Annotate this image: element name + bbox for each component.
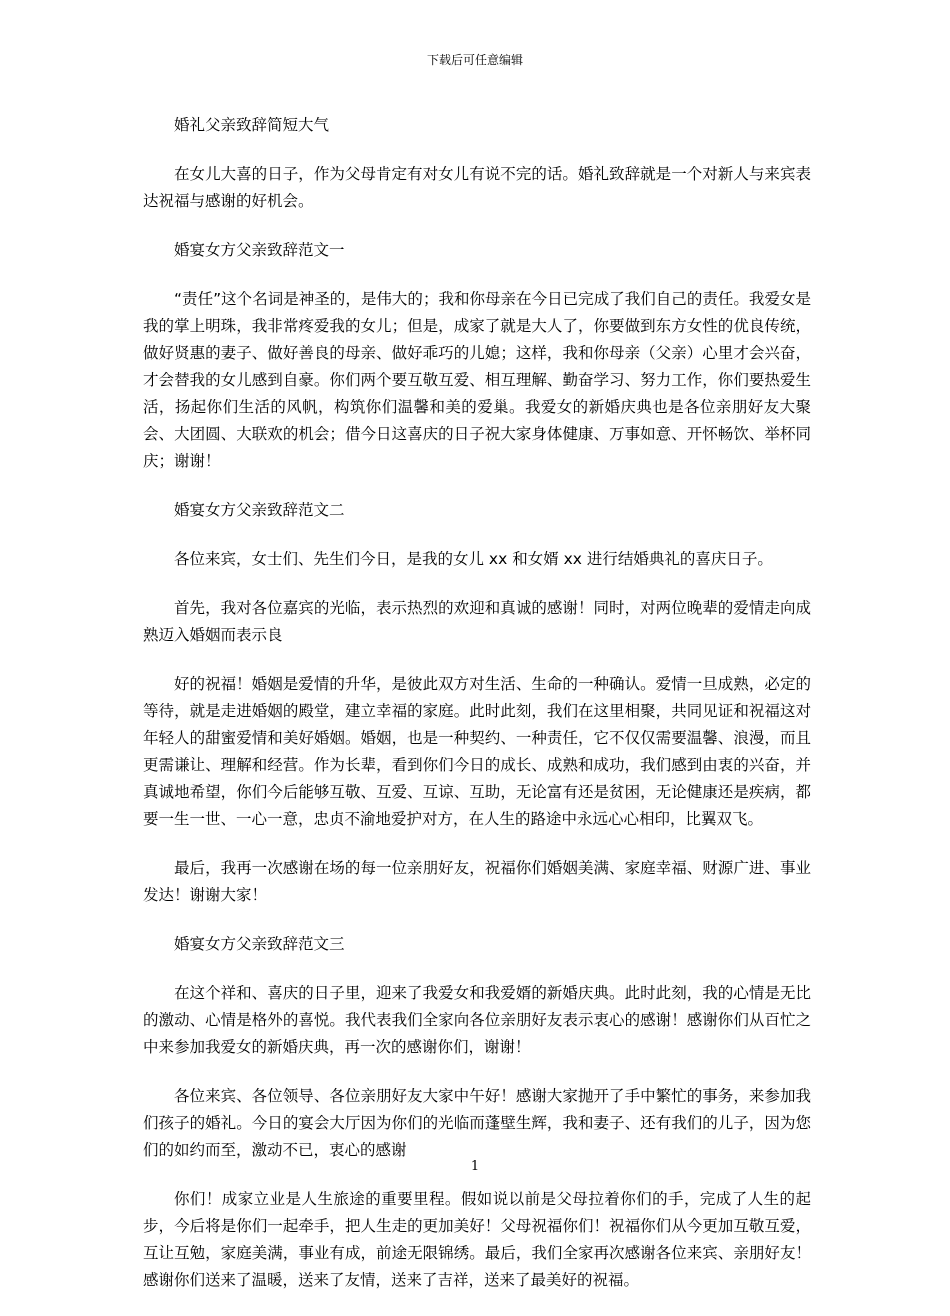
section-2-paragraph-4: 最后，我再一次感谢在场的每一位亲朋好友，祝福你们婚姻美满、家庭幸福、财源广进、事业发达！谢谢大家！ [143,859,811,904]
section-2-paragraph-1: 各位来宾，女士们、先生们今日，是我的女儿 xx 和女婿 xx 进行结婚典礼的喜庆日子。 [174,550,773,568]
section-2-paragraph-2: 首先，我对各位嘉宾的光临，表示热烈的欢迎和真诚的感谢！同时，对两位晚辈的爱情走向成熟迈入婚姻而表示良 [143,599,811,644]
section-1-paragraph: “责任”这个名词是神圣的，是伟大的；我和你母亲在今日已完成了我们自己的责任。我爱女是我的掌上明珠，我非常疼爱我的女儿；但是，成家了就是大人了，你要做到东方女性的优良传统，做好贤惠的妻子、做好善良的母亲、做好乖巧的儿媳；这样，我和你母亲（父亲）心里才会兴奋，才会替我的女儿感到自豪。你们两个要互敬互爱、相互理解、勤奋学习、努力工作，你们要热爱生活，扬起你们生活的风帆，构筑你们温馨和美的爱巢。我爱女的新婚庆典也是各位亲朋好友大聚会、大团圆、大联欢的机会；借今日这喜庆的日子祝大家身体健康、万事如意、开怀畅饮、举杯同庆；谢谢！ [143,290,811,470]
intro-paragraph: 在女儿大喜的日子，作为父母肯定有对女儿有说不完的话。婚礼致辞就是一个对新人与来宾表达祝福与感谢的好机会。 [143,165,811,210]
document-title: 婚礼父亲致辞简短大气 [174,116,330,134]
section-heading-2: 婚宴女方父亲致辞范文二 [174,501,345,519]
page-number: 1 [470,1159,480,1174]
section-3-paragraph-2: 各位来宾、各位领导、各位亲朋好友大家中午好！感谢大家抛开了手中繁忙的事务，来参加我们孩子的婚礼。今日的宴会大厅因为你们的光临而蓬壁生辉，我和妻子、还有我们的儿子，因为您们的如约而至，激动不已，衷心的感谢 [143,1087,811,1159]
section-heading-1: 婚宴女方父亲致辞范文一 [174,241,345,259]
section-heading-3: 婚宴女方父亲致辞范文三 [174,935,345,953]
section-3-paragraph-3: 你们！成家立业是人生旅途的重要里程。假如说以前是父母拉着你们的手，完成了人生的起步，今后将是你们一起牵手，把人生走的更加美好！父母祝福你们！祝福你们从今更加互敬互爱，互让互勉，家庭美满，事业有成，前途无限锦绣。最后，我们全家再次感谢各位来宾、亲朋好友！感谢你们送来了温暖，送来了友情，送来了吉祥，送来了最美好的祝福。 [143,1190,811,1289]
document-body [143,112,811,1316]
page-header: 下载后可任意编辑 [426,53,523,67]
section-3-paragraph-1: 在这个祥和、喜庆的日子里，迎来了我爱女和我爱婿的新婚庆典。此时此刻，我的心情是无比的激动、心情是格外的喜悦。我代表我们全家向各位亲朋好友表示衷心的感谢！感谢你们从百忙之中来参加我爱女的新婚庆典，再一次的感谢你们，谢谢！ [143,984,811,1056]
section-2-paragraph-3: 好的祝福！婚姻是爱情的升华，是彼此双方对生活、生命的一种确认。爱情一旦成熟，必定的等待，就是走进婚姻的殿堂，建立幸福的家庭。此时此刻，我们在这里相聚，共同见证和祝福这对年轻人的甜蜜爱情和美好婚姻。婚姻，也是一种契约、一种责任，它不仅仅需要温馨、浪漫，而且更需谦让、理解和经营。作为长辈，看到你们今日的成长、成熟和成功，我们感到由衷的兴奋，并真诚地希望，你们今后能够互敬、互爱、互谅、互助，无论富有还是贫困，无论健康还是疾病，都要一生一世、一心一意，忠贞不渝地爱护对方，在人生的路途中永远心心相印，比翼双飞。 [143,675,811,828]
